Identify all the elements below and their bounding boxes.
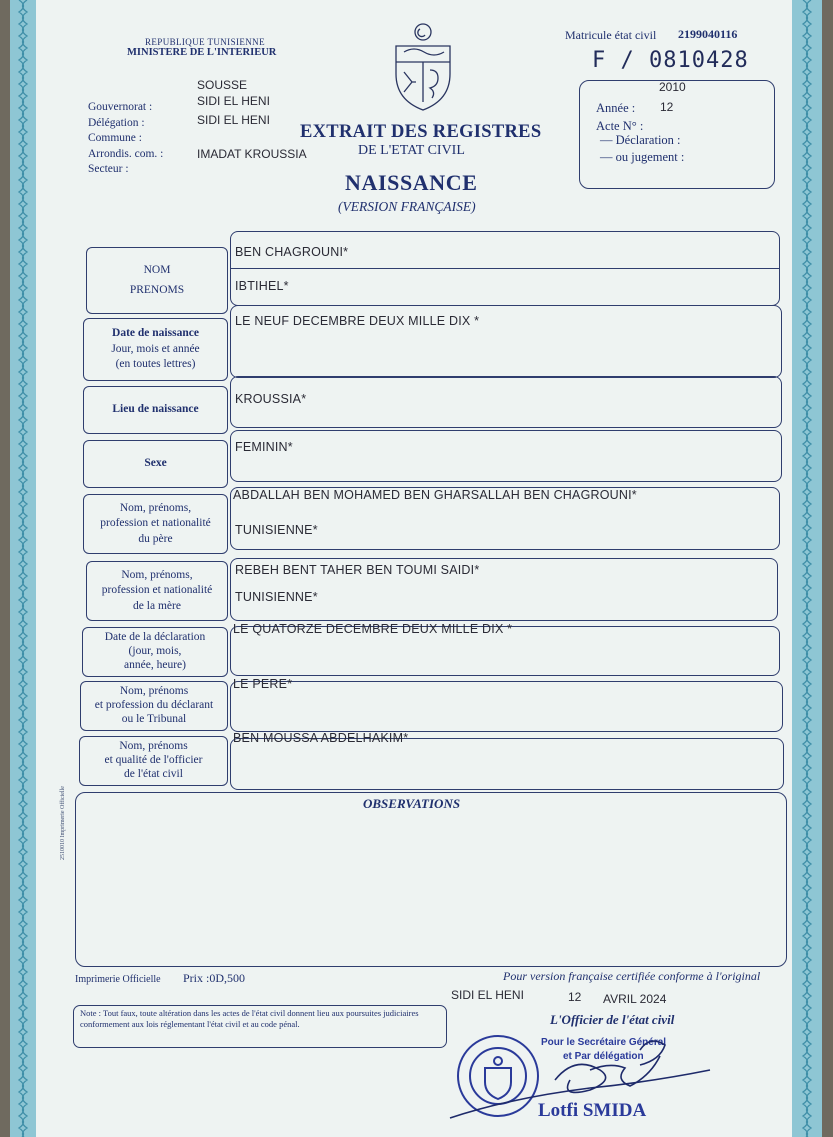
declarant-box bbox=[230, 681, 783, 732]
officier-label-3: de l'état civil bbox=[124, 767, 183, 780]
observations-label: OBSERVATIONS bbox=[363, 796, 461, 811]
prenoms-label: PRENOMS bbox=[129, 283, 185, 296]
date-day-value: 12 bbox=[568, 990, 582, 1004]
declaration-date-value: LE QUATORZE DECEMBRE DEUX MILLE DIX * bbox=[233, 622, 513, 636]
ministere-text: MINISTERE DE L'INTERIEUR bbox=[127, 47, 277, 58]
mere-label-1: Nom, prénoms, bbox=[121, 568, 193, 581]
commune-value: SIDI EL HENI bbox=[197, 113, 270, 127]
declaration-label-1: Date de la déclaration bbox=[104, 631, 206, 644]
matricule-value: 2199040116 bbox=[678, 27, 738, 41]
gouvernorat-value: SOUSSE bbox=[197, 78, 248, 92]
date-naissance-label bbox=[83, 318, 228, 381]
label-delegation: Délégation : bbox=[88, 116, 145, 129]
prix-text: Prix :0D,500 bbox=[183, 971, 246, 985]
legal-note-box: Note : Tout faux, toute altération dans les actes de l'état civil donnent lieu aux poursuites judiciaires conformement aux lois réglementant l'état civil et au code pénal. bbox=[73, 1005, 447, 1048]
matricule-label: Matricule état civil bbox=[565, 28, 657, 42]
serial-number: F / 0810428 bbox=[592, 48, 749, 73]
pere-label-1: Nom, prénoms, bbox=[119, 501, 192, 514]
declarant-label-1: Nom, prénoms bbox=[119, 685, 189, 698]
imprimerie-text: Imprimerie Officielle bbox=[75, 974, 161, 985]
republique-text: REPUBLIQUE TUNISIENNE bbox=[145, 37, 265, 47]
label-secteur: Secteur : bbox=[88, 163, 129, 176]
mere-label-3: de la mère bbox=[133, 599, 181, 612]
mere-nom-value: REBEH BENT TAHER BEN TOUMI SAIDI* bbox=[235, 563, 480, 577]
officer-title: L'Officier de l'état civil bbox=[550, 1012, 675, 1027]
nom-value: BEN CHAGROUNI* bbox=[235, 245, 349, 259]
arrondissement-value: IMADAT KROUSSIA bbox=[197, 147, 307, 161]
vertical-imprint-text: 2510010 Imprimerie Officielle bbox=[60, 786, 66, 860]
label-arrondissement: Arrondis. com. : bbox=[88, 147, 164, 160]
annee-value: 12 bbox=[660, 100, 674, 114]
left-border-pattern bbox=[10, 0, 36, 1137]
declaration-label-3: année, heure) bbox=[124, 658, 186, 671]
sexe-box bbox=[230, 430, 782, 482]
pere-label bbox=[83, 494, 228, 554]
officier-value: BEN MOUSSA ABDELHAKIM* bbox=[233, 731, 409, 745]
signature-name-stamp: Lotfi SMIDA bbox=[538, 1100, 647, 1121]
date-naissance-label-1: Date de naissance bbox=[112, 327, 199, 340]
pere-nationalite-value: TUNISIENNE* bbox=[235, 523, 318, 537]
nom-prenoms-box bbox=[230, 231, 780, 306]
title-line-2: DE L'ETAT CIVIL bbox=[358, 143, 465, 158]
pere-label-3: du père bbox=[138, 532, 173, 545]
annee-label: Année : bbox=[596, 101, 636, 115]
date-naissance-label-2: Jour, mois et année bbox=[111, 342, 200, 355]
date-naissance-label-3: (en toutes lettres) bbox=[115, 358, 196, 371]
officier-label-2: et qualité de l'officier bbox=[104, 754, 203, 767]
mere-label-2: profession et nationalité bbox=[101, 584, 213, 597]
jugement-label: — ou jugement : bbox=[600, 150, 685, 164]
mere-nationalite-value: TUNISIENNE* bbox=[235, 590, 318, 604]
sexe-label: Sexe bbox=[83, 440, 228, 488]
pere-nom-value: ABDALLAH BEN MOHAMED BEN GHARSALLAH BEN CHAGROUNI* bbox=[233, 488, 637, 502]
label-commune: Commune : bbox=[88, 132, 142, 145]
title-version: (VERSION FRANÇAISE) bbox=[338, 199, 476, 214]
declarant-label bbox=[80, 681, 228, 731]
mere-label bbox=[86, 561, 228, 621]
place-value: SIDI EL HENI bbox=[451, 988, 524, 1002]
right-border-pattern bbox=[792, 0, 822, 1137]
officier-box bbox=[230, 738, 784, 790]
declaration-label-2: (jour, mois, bbox=[128, 645, 182, 658]
nom-prenoms-label bbox=[86, 247, 228, 314]
certified-text: Pour version française certifiée conforme à l'original bbox=[503, 969, 761, 983]
officier-label bbox=[79, 736, 228, 786]
acte-label: Acte N° : bbox=[596, 119, 644, 133]
location-labels bbox=[88, 100, 163, 178]
lieu-box bbox=[230, 376, 782, 428]
sexe-value: FEMININ* bbox=[235, 440, 293, 454]
prenoms-value: IBTIHEL* bbox=[235, 279, 289, 293]
declarant-value: LE PERE* bbox=[233, 677, 293, 691]
date-rest-value: AVRIL 2024 bbox=[603, 992, 667, 1006]
title-naissance: NAISSANCE bbox=[345, 170, 478, 195]
pere-label-2: profession et nationalité bbox=[100, 517, 211, 530]
coat-of-arms-icon bbox=[390, 22, 456, 114]
declarant-label-3: ou le Tribunal bbox=[121, 712, 187, 725]
declaration-date-label bbox=[82, 627, 228, 677]
title-line-1: EXTRAIT DES REGISTRES bbox=[300, 122, 542, 142]
observations-box bbox=[75, 792, 787, 967]
lieu-value: KROUSSIA* bbox=[235, 392, 307, 406]
lieu-label: Lieu de naissance bbox=[83, 386, 228, 434]
officier-label-1: Nom, prénoms bbox=[119, 740, 188, 753]
declaration-label: — Déclaration : bbox=[600, 133, 681, 147]
stamp-line-2: et Par délégation bbox=[563, 1051, 644, 1062]
nom-label: NOM bbox=[143, 263, 171, 276]
date-naissance-value: LE NEUF DECEMBRE DEUX MILLE DIX * bbox=[235, 314, 480, 328]
delegation-value: SIDI EL HENI bbox=[197, 94, 270, 108]
label-gouvernorat: Gouvernorat : bbox=[88, 101, 153, 113]
declarant-label-2: et profession du déclarant bbox=[94, 699, 214, 712]
year-written: 2010 bbox=[659, 80, 686, 94]
stamp-line-1: Pour le Secrétaire Général bbox=[541, 1037, 667, 1048]
